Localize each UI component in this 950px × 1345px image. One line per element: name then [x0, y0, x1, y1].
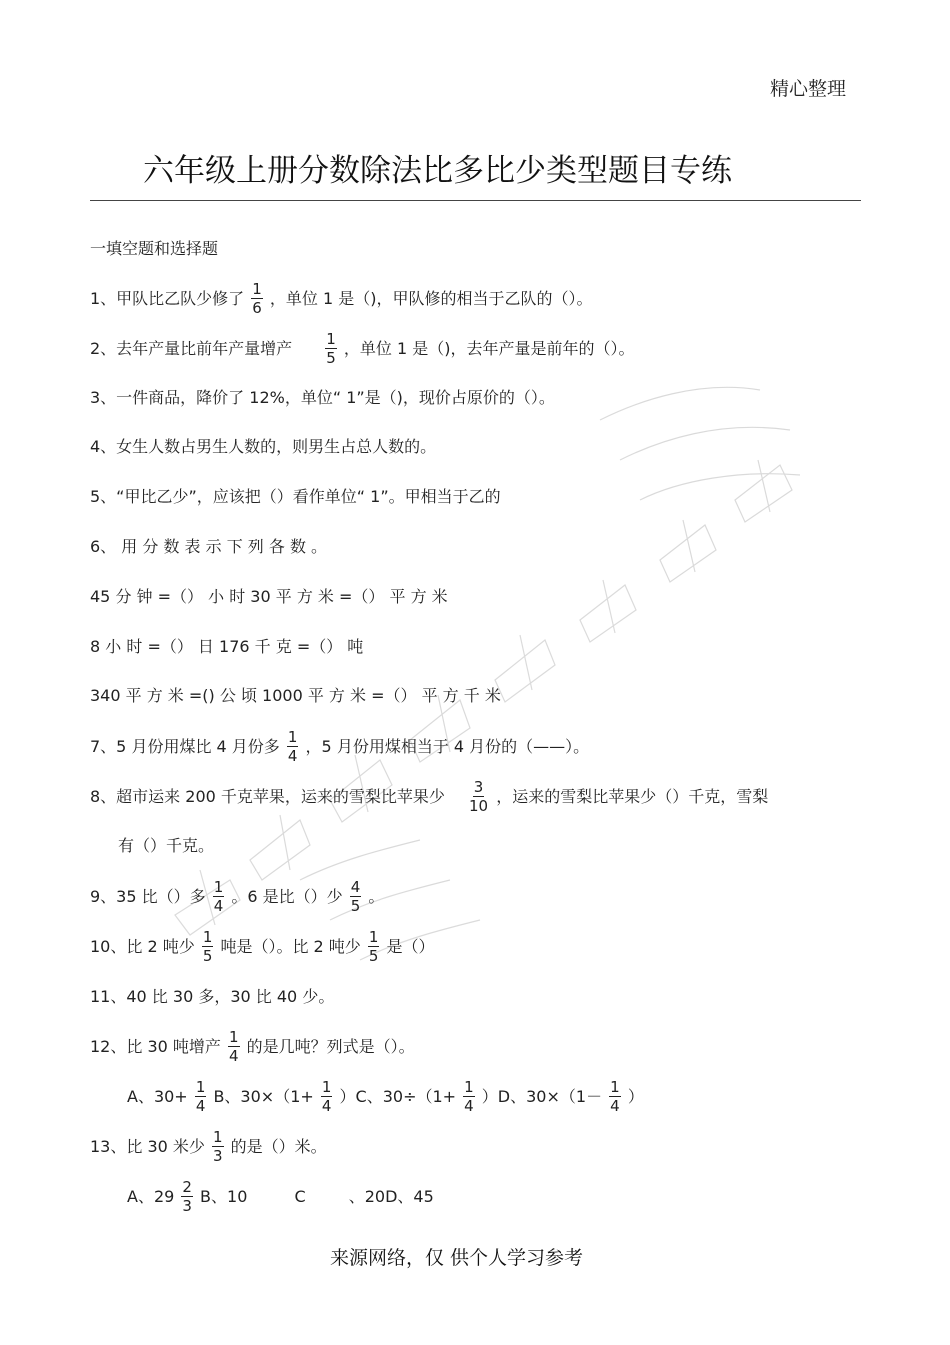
question-10-text-b: 吨是（）。比 2 吨少: [220, 936, 361, 956]
option-b: B、30×（1+: [213, 1086, 314, 1106]
question-13-text-a: 13、比 30 米少: [90, 1136, 205, 1156]
page-title: 六年级上册分数除法比多比少类型题目专练: [143, 153, 732, 189]
header-label: 精心整理: [770, 78, 847, 100]
question-9-text-b: 。6 是比（）少: [231, 886, 343, 906]
question-2-text-b: ，单位 1 是（)，去年产量是前年的（）。: [343, 338, 635, 358]
question-7: [90, 729, 589, 764]
question-8: [90, 779, 768, 814]
question-5: 5、“甲比乙少”，应该把（）看作单位“ 1”。甲相当于乙的: [90, 487, 501, 506]
question-7-text-a: 7、5 月份用煤比 4 月份多: [90, 736, 280, 756]
question-10-text-a: 10、比 2 吨少: [90, 936, 195, 956]
question-13: [90, 1129, 327, 1164]
question-6-line-c: 340 平 方 米 =() 公 顷 1000 平 方 米 =（） 平 方 千 米: [90, 686, 501, 705]
fraction: $\frac{1}{4}$: [464, 1078, 474, 1115]
footer-note: 来源网络，仅 供个人学习参考: [330, 1247, 584, 1269]
question-8-continued: 有（）千克。: [118, 836, 215, 855]
question-12-text-a: 12、比 30 吨增产: [90, 1036, 221, 1056]
question-7-text-b: ，5 月份用煤相当于 4 月份的（——）。: [305, 736, 590, 756]
question-8-text-b: ，运来的雪梨比苹果少（）千克，雪梨: [496, 786, 769, 806]
fraction: $\frac{4}{5}$: [350, 878, 361, 915]
question-12: [90, 1029, 415, 1064]
question-9: [90, 879, 384, 914]
option-a: A、30+: [127, 1086, 188, 1106]
question-6-line-a: 45 分 钟 =（） 小 时 30 平 方 米 =（） 平 方 米: [90, 587, 448, 606]
fraction: $\frac{1}{5}$: [368, 928, 379, 965]
question-10: [90, 929, 435, 964]
question-6-line-b: 8 小 时 =（） 日 176 千 克 =（） 吨: [90, 637, 364, 656]
question-11: 11、40 比 30 多，30 比 40 少。: [90, 987, 335, 1006]
fraction: $\frac{1}{6}$: [252, 280, 262, 317]
fraction: $\frac{1}{4}$: [229, 1028, 239, 1065]
question-1-text-b: ，单位 1 是（)，甲队修的相当于乙队的（）。: [269, 288, 593, 308]
option-b: B、10: [200, 1186, 248, 1206]
question-2: [90, 331, 635, 366]
fraction: $\frac{3}{10}$: [469, 778, 489, 815]
question-3: 3、一件商品，降价了 12%，单位“ 1”是（)，现价占原价的（）。: [90, 388, 555, 407]
title-divider: [90, 200, 861, 201]
question-6: 6、 用 分 数 表 示 下 列 各 数 。: [90, 537, 328, 556]
section-heading: 一填空题和选择题: [90, 239, 219, 258]
fraction: $\frac{1}{4}$: [213, 878, 224, 915]
fraction: $\frac{1}{4}$: [610, 1078, 620, 1115]
question-13-options: [127, 1179, 434, 1214]
option-c: C: [294, 1186, 306, 1206]
question-1-text-a: 1、甲队比乙队少修了: [90, 288, 245, 308]
option-d: ）D、30×（1－: [481, 1086, 603, 1106]
fraction: $\frac{1}{3}$: [213, 1128, 223, 1165]
question-10-text-c: 是（）: [386, 936, 435, 956]
question-9-text-a: 9、35 比（）多: [90, 886, 206, 906]
option-close: ）: [627, 1086, 644, 1106]
question-13-text-b: 的是（）米。: [230, 1136, 327, 1156]
fraction: $\frac{1}{4}$: [321, 1078, 332, 1115]
fraction: $\frac{1}{4}$: [287, 728, 298, 765]
question-12-text-b: 的是几吨？列式是（）。: [246, 1036, 415, 1056]
question-1: [90, 281, 593, 316]
fraction: $\frac{2}{3}$: [182, 1178, 192, 1215]
fraction: $\frac{1}{5}$: [326, 330, 336, 367]
question-12-options: [127, 1079, 644, 1114]
option-a: A、29: [127, 1186, 175, 1206]
question-9-text-c: 。: [368, 886, 385, 906]
question-4: 4、女生人数占男生人数的，则男生占总人数的。: [90, 437, 437, 456]
question-2-text-a: 2、去年产量比前年产量增产: [90, 338, 293, 358]
fraction: $\frac{1}{4}$: [195, 1078, 206, 1115]
option-c: ）C、30÷（1+: [339, 1086, 457, 1106]
option-d: 、20D、45: [348, 1186, 434, 1206]
question-8-text-a: 8、超市运来 200 千克苹果，运来的雪梨比苹果少: [90, 786, 445, 806]
fraction: $\frac{1}{5}$: [202, 928, 213, 965]
